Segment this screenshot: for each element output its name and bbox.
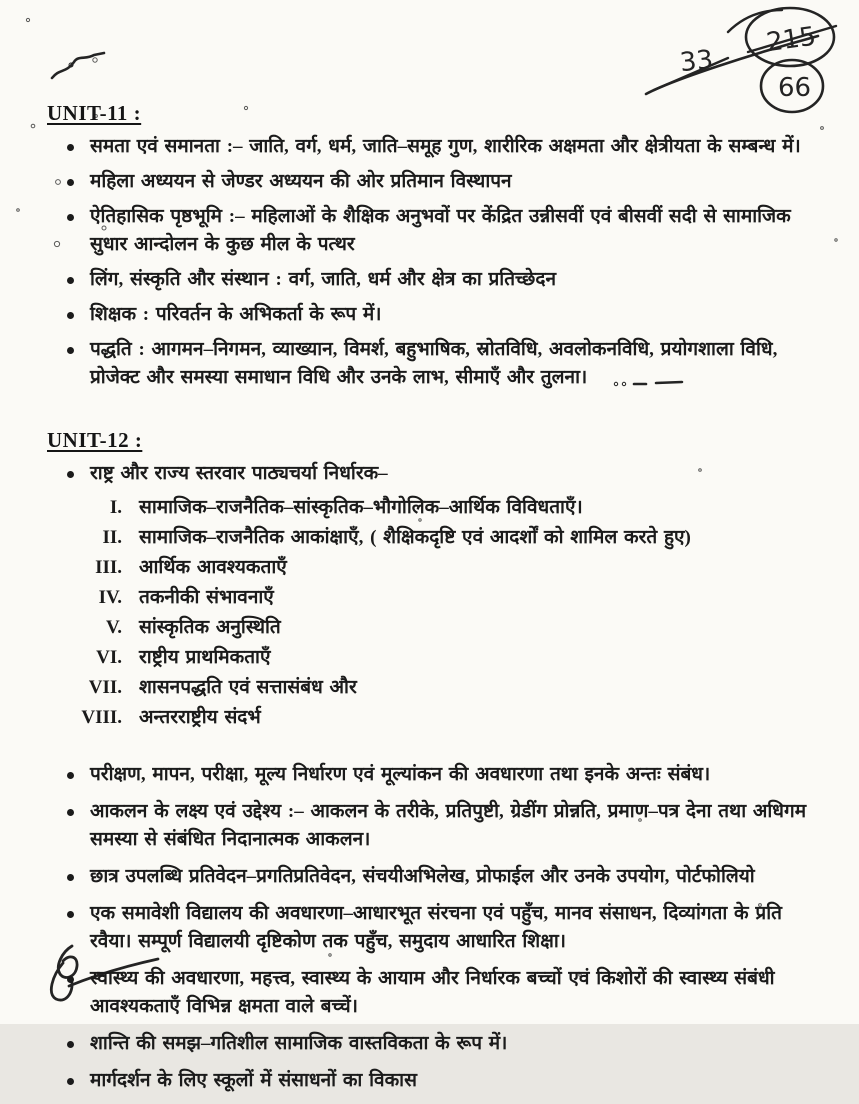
bullet-item [47,168,819,196]
bullet-dot-icon [67,277,74,284]
unit12-section [47,428,819,1095]
bullet-dot-icon [67,911,74,918]
roman-item [47,705,819,731]
bullet-item [47,798,819,854]
bullet-text: मार्गदर्शन के लिए स्कूलों में संसाधनों का विकास [90,1070,417,1091]
roman-numeral: III. [95,557,122,578]
bullet-item [47,761,819,789]
bullet-item [47,203,819,259]
bullet-item [47,301,819,329]
crossed-number: 33 [678,44,715,79]
bullet-dot-icon [67,976,74,983]
unit12-bullet-list [47,761,819,1095]
unit11-bullet-list [47,133,819,392]
bullet-text: महिला अध्ययन से जेण्डर अध्ययन की ओर प्रतिमान विस्थापन [90,171,512,192]
bullet-item [47,133,819,161]
bullet-item [47,900,819,956]
roman-numeral: II. [102,527,122,548]
bullet-text: शिक्षक : परिवर्तन के अभिकर्ता के रूप में। [90,304,382,325]
bullet-item [47,336,819,392]
roman-item [47,585,819,611]
unit12-roman-list [47,495,819,731]
bullet-text: शान्ति की समझ–गतिशील सामाजिक वास्तविकता के रूप में। [90,1033,508,1054]
roman-numeral: V. [105,617,122,638]
bullet-dot-icon [67,312,74,319]
bullet-dot-icon [67,179,74,186]
bullet-dot-icon [67,471,74,478]
roman-text: राष्ट्रीय प्राथमिकताएँ [139,647,271,668]
bullet-text: छात्र उपलब्धि प्रतिवेदन–प्रगतिप्रतिवेदन, संचयीअभिलेख, प्रोफाईल और उनके उपयोग, पोर्टफोलियो [90,866,755,887]
unit12-title: UNIT-12 : [47,428,143,452]
bullet-dot-icon [67,347,74,354]
roman-item [47,675,819,701]
bullet-text: परीक्षण, मापन, परीक्षा, मूल्य निर्धारण एवं मूल्यांकन की अवधारणा तथा इनके अन्तः संबंध। [90,764,711,785]
roman-text: सामाजिक–राजनैतिक आकांक्षाएँ, ( शैक्षिकदृष्टि एवं आदर्शों को शामिल करते हुए) [139,527,691,548]
roman-numeral: VII. [88,677,122,698]
handwritten-marks [632,2,857,114]
bullet-text: आकलन के लक्ष्य एवं उद्देश्य :– आकलन के तरीके, प्रतिपुष्टी, ग्रेडींग प्रोन्नति, प्रमाण–पत्र देना तथा अधिगम समस्या से संबंधित निदानात्मक आकलन। [90,801,807,850]
roman-item [47,495,819,521]
bullet-dot-icon [67,809,74,816]
bullet-text: राष्ट्र और राज्य स्तरवार पाठ्यचर्या निर्धारक– [90,463,388,484]
bullet-dot-icon [67,1041,74,1048]
roman-text: सांस्कृतिक अनुस्थिति [139,617,281,638]
roman-numeral: I. [109,497,122,518]
unit12-intro-list [47,460,819,488]
bullet-item [47,1030,819,1058]
circled-struck-number: 215 [764,21,818,59]
bullet-text: पद्धति : आगमन–निगमन, व्याख्यान, विमर्श, बहुभाषिक, स्रोतविधि, अवलोकनविधि, प्रयोगशाला विधि, प्रोजेक्ट और समस्या समाधान विधि और उनके लाभ, सीमाएँ और तुलना। [90,339,778,388]
roman-text: आर्थिक आवश्यकताएँ [139,557,287,578]
roman-numeral: IV. [98,587,122,608]
bullet-dot-icon [67,772,74,779]
bullet-text: समता एवं समानता :– जाति, वर्ग, धर्म, जाति–समूह गुण, शारीरिक अक्षमता और क्षेत्रीयता के सम्बन्ध में। [90,136,801,157]
roman-item [47,645,819,671]
roman-text: अन्तरराष्ट्रीय संदर्भ [139,707,261,728]
unit11-title: UNIT-11 : [47,101,142,125]
bullet-item [47,965,819,1021]
roman-numeral: VI. [96,647,122,668]
roman-text: सामाजिक–राजनैतिक–सांस्कृतिक–भौगोलिक–आर्थिक विविधताएँ। [139,497,583,518]
bullet-text: लिंग, संस्कृति और संस्थान : वर्ग, जाति, धर्म और क्षेत्र का प्रतिच्छेदन [90,269,556,290]
roman-item [47,525,819,551]
bullet-text: ऐतिहासिक पृष्ठभूमि :– महिलाओं के शैक्षिक अनुभवों पर केंद्रित उन्नीसवीं एवं बीसवीं सदी से सामाजिक सुधार आन्दोलन के कुछ मील के पत्थर [90,206,791,255]
bullet-item [47,266,819,294]
roman-item [47,555,819,581]
bullet-item [47,460,819,488]
bullet-text: स्वास्थ्य की अवधारणा, महत्त्व, स्वास्थ्य के आयाम और निर्धारक बच्चों एवं किशोरों की स्वास्थ्य संबंधी आवश्यकताएँ विभिन्न क्षमता वाले बच्चें। [90,968,775,1017]
roman-numeral: VIII. [81,707,122,728]
roman-text: शासनपद्धति एवं सत्तासंबंध और [139,677,357,698]
roman-text: तकनीकी संभावनाएँ [139,587,274,608]
unit11-section [47,101,819,392]
bullet-dot-icon [67,144,74,151]
roman-item [47,615,819,641]
bullet-dot-icon [67,1078,74,1085]
circled-number: 66 [778,73,812,103]
bullet-item [47,863,819,891]
bullet-text: एक समावेशी विद्यालय की अवधारणा–आधारभूत संरचना एवं पहुँच, मानव संसाधन, दिव्यांगता के प्रति रवैया। सम्पूर्ण विद्यालयी दृष्टिकोण तक पहुँच, समुदाय आधारित शिक्षा। [90,903,782,952]
bullet-dot-icon [67,214,74,221]
bullet-item [47,1067,819,1095]
document-content [47,101,819,1104]
ink-squiggle [48,44,112,86]
bullet-dot-icon [67,874,74,881]
